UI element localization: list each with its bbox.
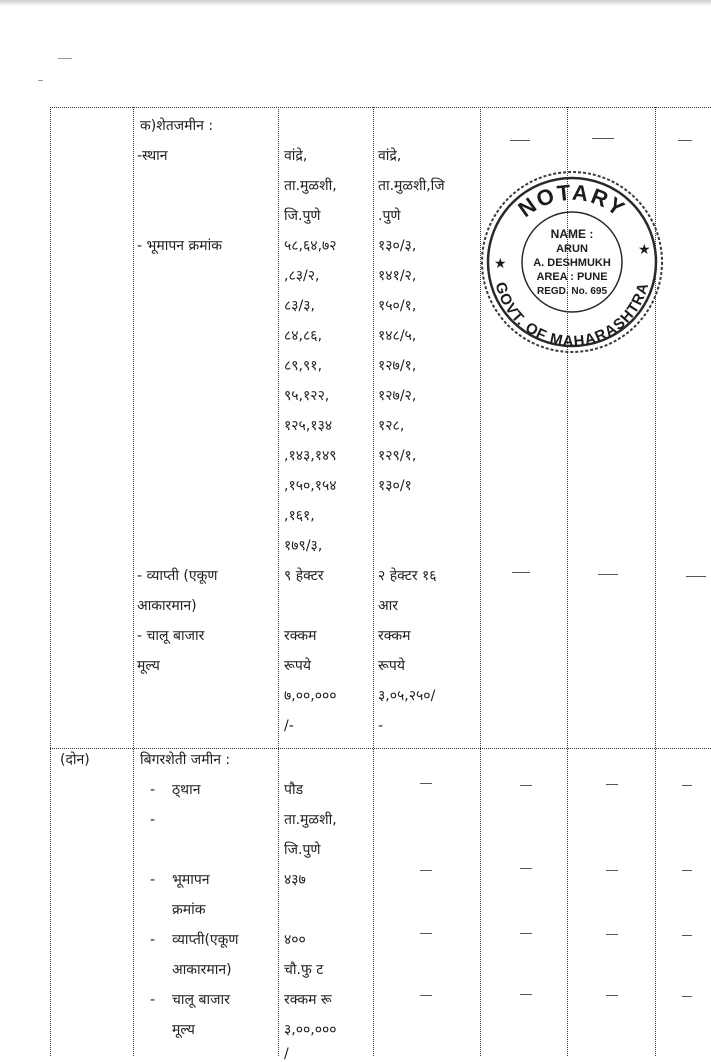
- empty-dash: [510, 140, 530, 141]
- table-col-line: [50, 107, 51, 1056]
- survey-col1: ,१६१,: [284, 508, 315, 524]
- empty-dash: [598, 574, 618, 575]
- two-area-label: व्याप्ती(एकूण: [172, 932, 239, 948]
- table-col-line: [133, 107, 134, 1056]
- survey-col1: १२५,१३४: [284, 418, 333, 434]
- survey-col1: ९५,१२२,: [284, 388, 330, 404]
- empty-dash: [682, 785, 692, 786]
- location-col2: ता.मुळशी,जि: [378, 178, 445, 194]
- two-area-value: चौ.फु ट: [284, 962, 324, 978]
- empty-dash: [606, 934, 618, 935]
- bullet: -: [150, 932, 156, 948]
- empty-dash: [606, 784, 618, 785]
- stamp-line: NAME :: [550, 227, 594, 241]
- survey-col2: १३०/३,: [378, 238, 417, 254]
- survey-col1: १७९/३,: [284, 538, 323, 554]
- stamp-line: A. DESHMUKH: [533, 257, 611, 269]
- two-value-label: चालू बाजार: [172, 992, 230, 1008]
- two-area-value: ४००: [284, 932, 306, 948]
- location-col2: वांद्रे,: [378, 148, 402, 164]
- scan-edge: [0, 0, 711, 6]
- empty-dash: [606, 995, 618, 996]
- table-rule-top: [50, 107, 711, 108]
- area-col2: २ हेक्टर १६: [378, 568, 437, 584]
- notary-stamp: [478, 168, 666, 356]
- empty-dash: [520, 868, 532, 869]
- empty-dash: [520, 933, 532, 934]
- empty-dash: [678, 140, 692, 141]
- value-label: मूल्य: [137, 658, 160, 674]
- value-label: - चालू बाजार: [137, 628, 205, 644]
- table-rule-mid: [50, 748, 711, 749]
- section-k-heading: क)शेतजमीन :: [140, 118, 214, 134]
- table-col-line: [278, 107, 279, 1056]
- survey-col1: ,१४३,१४९: [284, 448, 337, 464]
- empty-dash: [420, 783, 432, 784]
- survey-col1: ८४,८६,: [284, 328, 323, 344]
- star-icon: ★: [638, 242, 651, 258]
- value-col2: -: [378, 718, 384, 734]
- survey-col2: १५०/१,: [378, 298, 417, 314]
- empty-dash: [520, 785, 532, 786]
- empty-dash: [592, 138, 614, 139]
- location-col1: वांद्रे,: [284, 148, 308, 164]
- survey-col2: १२७/१,: [378, 358, 417, 374]
- survey-col1: ,८३/२,: [284, 268, 320, 284]
- section-two-number: (दोन): [60, 752, 90, 768]
- value-col2: रूपये: [378, 658, 405, 674]
- value-col2: रक्कम: [378, 628, 411, 644]
- survey-col2: १४१/२,: [378, 268, 417, 284]
- empty-dash: [520, 994, 532, 995]
- empty-dash: [682, 935, 692, 936]
- empty-dash: [682, 996, 692, 997]
- two-survey-value: ४३७: [284, 872, 306, 888]
- survey-col2: १२९/१,: [378, 448, 417, 464]
- stamp-top-text: NOTARY: [513, 179, 631, 223]
- empty-dash: [420, 933, 432, 934]
- survey-col1: ५८,६४,७२: [284, 238, 337, 254]
- value-col1: रूपये: [284, 658, 311, 674]
- value-col2: ३,०५,२५०/: [378, 688, 436, 704]
- two-value-label: मूल्य: [172, 1022, 195, 1038]
- two-location-label: ठ्थान: [172, 782, 201, 798]
- value-col1: /-: [284, 718, 294, 734]
- stamp-line: ARUN: [556, 243, 588, 255]
- empty-dash: [420, 870, 432, 871]
- area-col1: ९ हेक्टर: [284, 568, 324, 584]
- bullet: -: [150, 872, 156, 888]
- star-icon: ★: [494, 256, 507, 272]
- value-col1: रक्कम: [284, 628, 317, 644]
- area-label: - व्याप्ती (एकूण: [137, 568, 218, 584]
- empty-dash: [686, 576, 706, 577]
- survey-col2: १४८/५,: [378, 328, 417, 344]
- stamp-bottom-text: GOVT. OF MAHARASHTRA: [491, 280, 653, 351]
- location-col1: जि.पुणे: [284, 208, 321, 224]
- two-value-value: रक्कम रू: [284, 992, 332, 1008]
- survey-col2: १२७/२,: [378, 388, 417, 404]
- survey-col1: ८९,९१,: [284, 358, 323, 374]
- two-location-value: जि.पुणे: [284, 842, 321, 858]
- section-two-heading: बिगरशेती जमीन :: [140, 752, 231, 768]
- two-value-value: ३,००,०००: [284, 1022, 337, 1038]
- scan-speck: [58, 58, 72, 59]
- area-col2: आर: [378, 598, 399, 614]
- two-value-value: /: [284, 1046, 289, 1062]
- empty-dash: [606, 870, 618, 871]
- location-col1: ता.मुळशी,: [284, 178, 337, 194]
- survey-label: - भूमापन क्रमांक: [137, 238, 223, 254]
- empty-dash: [512, 572, 530, 573]
- empty-dash: [682, 870, 692, 871]
- stamp-line: REGD. No. 695: [536, 286, 608, 297]
- two-survey-label: भूमापन: [172, 872, 210, 888]
- bullet: -: [150, 992, 156, 1008]
- area-label: आकारमान): [137, 598, 197, 614]
- empty-dash: [420, 995, 432, 996]
- two-area-label: आकारमान): [172, 962, 232, 978]
- location-col2: .पुणे: [378, 208, 401, 224]
- stamp-line: AREA : PUNE: [536, 271, 608, 283]
- survey-col1: ,१५०,१५४: [284, 478, 337, 494]
- scan-speck: [38, 80, 43, 81]
- survey-col2: १३०/१: [378, 478, 412, 494]
- table-col-line: [373, 107, 374, 1056]
- value-col1: ७,००,०००: [284, 688, 337, 704]
- two-location-value: ता.मुळशी,: [284, 812, 337, 828]
- survey-col1: ८३/३,: [284, 298, 316, 314]
- two-survey-label: क्रमांक: [172, 902, 206, 918]
- bullet: -: [150, 782, 156, 798]
- two-location-value: पौड: [284, 782, 304, 798]
- location-label: -स्थान: [137, 148, 168, 164]
- survey-col2: १२८,: [378, 418, 405, 434]
- bullet: -: [150, 812, 156, 828]
